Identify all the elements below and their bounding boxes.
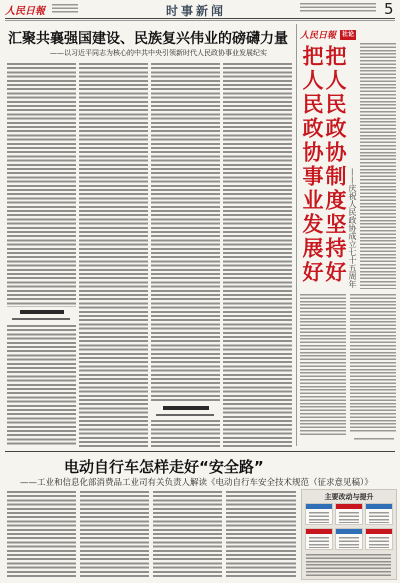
info-tile	[365, 528, 393, 550]
editorial-body-column-3	[350, 294, 396, 432]
feature-body-column-3	[153, 491, 222, 578]
info-tile-header	[366, 504, 392, 509]
feature-subhead: ——工业和信息化部消费品工业司有关负责人解读《电动自行车安全技术规范（征求意见稿）》	[20, 478, 373, 488]
info-tile-text	[369, 512, 389, 523]
lead-body-column-4	[223, 63, 292, 447]
info-tile-header	[336, 504, 362, 509]
feature-body-column-1	[7, 491, 76, 578]
info-tile	[365, 503, 393, 525]
lead-body-column-2	[79, 63, 148, 447]
lead-section-subheading	[156, 414, 214, 416]
info-tile-header	[306, 504, 332, 509]
masthead-rule	[5, 18, 395, 19]
lead-subhead: ——以习近平同志为核心的中共中央引领新时代人民政协事业发展纪实	[50, 49, 267, 57]
masthead-rule-secondary	[5, 20, 395, 21]
info-tile-header	[336, 529, 362, 534]
lead-headline: 汇聚共襄强国建设、民族复兴伟业的磅礴力量	[8, 31, 288, 47]
editorial-title-line-1: 把人民政协制度坚持好	[323, 45, 347, 285]
info-tile-text	[309, 512, 329, 523]
lead-body-column-1-continued	[7, 325, 76, 447]
masthead-date-text	[52, 4, 78, 13]
feature-headline: 电动自行车怎样走好“安全路”	[64, 458, 264, 476]
info-box-text	[306, 554, 391, 576]
lead-section-subheading	[12, 318, 70, 320]
info-tile	[305, 503, 333, 525]
info-tile	[335, 528, 363, 550]
editorial-logo: 人民日報	[300, 31, 337, 41]
info-tile-text	[309, 537, 329, 548]
lead-body-column-3	[151, 63, 220, 403]
section-title: 时事新闻	[166, 4, 227, 18]
editorial-title-line-2: 把人民政协事业发展好	[300, 45, 324, 285]
masthead-editor-text	[300, 3, 376, 13]
feature-body-column-4	[226, 491, 296, 578]
lead-section-heading	[163, 406, 209, 410]
section-rule	[5, 451, 395, 452]
masthead-logo: 人民日報	[5, 6, 45, 17]
info-tile-header	[306, 529, 332, 534]
column-divider	[296, 24, 297, 446]
lead-section-heading	[20, 310, 64, 314]
feature-body-column-2	[80, 491, 149, 578]
editorial-source-note	[354, 438, 394, 441]
editorial-body-column-2	[300, 294, 346, 436]
page-number: 5	[384, 0, 394, 18]
lead-body-column-3-continued	[151, 420, 220, 447]
editorial-subtitle: ——庆祝人民政协成立七十五周年	[348, 168, 357, 288]
editorial-body-column-1	[360, 43, 396, 289]
lead-body-column-1	[7, 63, 76, 307]
editorial-label: 社论	[342, 31, 355, 38]
info-tile-text	[339, 512, 359, 523]
info-tile-text	[369, 537, 389, 548]
info-tile	[305, 528, 333, 550]
info-tile-header	[366, 529, 392, 534]
info-tile-text	[339, 537, 359, 548]
info-box	[301, 489, 397, 580]
info-tile	[335, 503, 363, 525]
info-box-title: 主要改动与提升	[324, 493, 374, 501]
